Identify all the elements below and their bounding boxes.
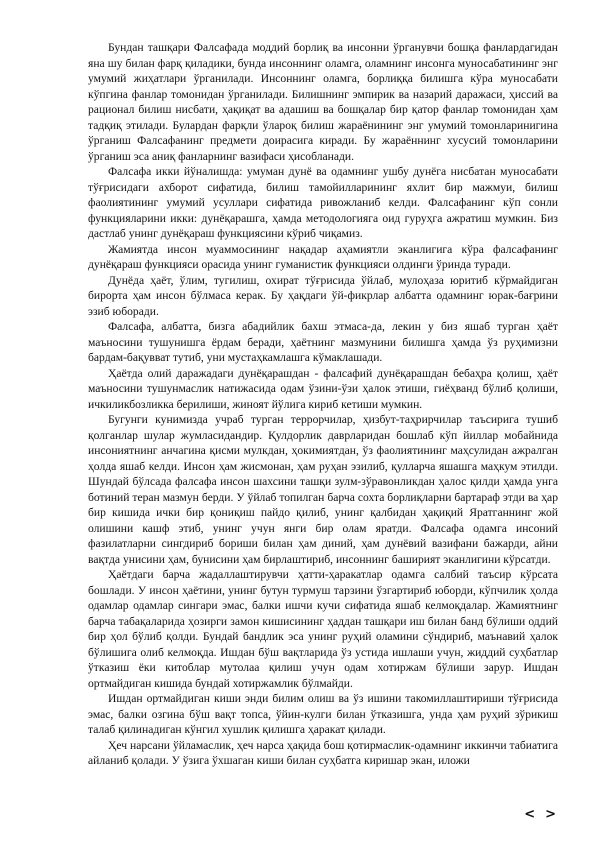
paragraph: Ҳеч нарсани ўйламаслик, ҳеч нарса ҳақида бош қотирмаслик-одамнинг иккинчи табиатига айланиб қолади. У ўзига ўхшаган киши билан суҳбатга киришар экан, иложи <box>88 738 558 767</box>
document-body <box>88 40 558 769</box>
paragraph: Ҳаётдаги барча жадаллаштирувчи ҳатти-ҳаракатлар одамга салбий таъсир кўрсата бошлади. У инсон ҳаётини, унинг бутун турмуш тарзини ўзгартириб юборди, кўпчилик ҳолда одамлар одамлар сингари эмас, балки ишчи кучи сифатида яшаб келмоқдалар. Жамиятнинг барча табақаларида ҳозирги замон кишисининг ҳаддан ташқари иш билан банд бўлиши оддий бир ҳол бўлиб қолди. Бундай бандлик эса унинг руҳий оламини сўндириб, маънавий ҳалок бўлишига олиб келмоқда. Ишдан бўш вақтларида ўз устида ишлаши учун, жиддий суҳбатлар ўтказиш ёки китоблар мутолаа қилиш учун одам хотиржам бўлиши зарур. Ишдан ортмайдиган кишида бундай хотиржамлик бўлмайди. <box>88 568 558 690</box>
previous-page-button[interactable]: < <box>524 807 536 822</box>
paragraph: Ҳаётда олий даражадаги дунёқарашдан - фалсафий дунёқарашдан бебаҳра қолиш, ҳаёт маъносини тушунмаслик натижасида одам ўзини-ўзи ҳалок этиши, гиёҳванд бўлиб қолиши, ичкиликбозликка берилиши, жиноят йўлига кириб кетиши мумкин. <box>88 366 558 411</box>
paragraph: Фалсафа икки йўналишда: умуман дунё ва одамнинг ушбу дунёга нисбатан муносабати тўғрисидаги ахборот сифатида, билиш тамойилларининг яхлит бир мажмуи, билиш фаолиятининг умумий усуллари сифатида ривожланиб келди. Фалсафанинг кўп сонли функцияларини икки: дунёқарашга, ҳамда методологияга оид гуруҳга ажратиш мумкин. Биз дастлаб унинг дунёқараш функциясини кўриб чиқамиз. <box>88 165 558 240</box>
paragraph: Ишдан ортмайдиган киши энди билим олиш ва ўз ишини такомиллаштириши тўғрисида эмас, балки озгина бўш вақт топса, ўйин-кулги билан ўтказишга, унда ҳам руҳий зўрикиш талаб қилинадиган кўнгил хушлик қилишга ҳаракат қилади. <box>88 692 558 736</box>
paragraph: Фалсафа, албатта, бизга абадийлик бахш этмаса-да, лекин у биз яшаб турган ҳаёт маъносини тушунишга ёрдам беради, ҳаётнинг мазмунини билишга ҳамда ўз руҳимизни бардам-бақувват тутиб, уни мустаҳкамлашга кўмаклашади. <box>88 320 558 364</box>
paragraph: Жамиятда инсон муаммосининг нақадар аҳамиятли эканлигига кўра фалсафанинг дунёқараш функцияси орасида унинг гуманистик функцияси олдинги ўринда туради. <box>88 242 558 271</box>
paragraph: Дунёда ҳаёт, ўлим, тугилиш, охират тўғрисида ўйлаб, мулоҳаза юритиб кўрмайдиган бирорта ҳам инсон бўлмаса керак. Бу ҳақдаги ўй-фикрлар албатта одамнинг юрак-бағрини эзиб юборади. <box>88 273 558 318</box>
next-page-button[interactable]: > <box>545 807 556 822</box>
paragraph: Бундан ташқари Фалсафада моддий борлиқ ва инсонни ўрганувчи бошқа фанлардагидан яна шу билан фарқ қиладики, бунда инсоннинг оламга, оламнинг инсонга муносабатининг энг умумий жиҳатлари ўрганилади. Инсоннинг оламга, борлиққа билишга кўра муносабати кўпгина фанлар томонидан ўрганилади. Билишнинг эмпирик ва назарий даражаси, ҳиссий ва рационал билиш нисбати, ҳақиқат ва адашиш ва бошқалар бир қатор фанлар томонидан ҳам тадқиқ этилади. Булардан фарқли ўлароқ билиш жараёнининг энг умумий томонларинигина ўрганиш Фалсафанинг предмети доирасига киради. Бу жараённинг хусусий томонларини ўрганиш эса аниқ фанларнинг вазифаси ҳисобланади. <box>88 41 558 163</box>
paragraph: Бугунги кунимизда учраб турган террорчилар, ҳизбут-таҳрирчилар таъсирига тушиб қолганлар шулар жумласидандир. Қулдорлик даврларидан бошлаб кўп йиллар мобайнида инсониятнинг анчагина қисми мулкдан, ҳокимиятдан, ўз фаолиятининг маҳсулидан ажралган ҳолда яшаб келди. Инсон ҳам жисмонан, ҳам руҳан эзилиб, қулларча яшашга маҳкум этилди. Шундай бўлсада фалсафа инсон шахсини ташқи зулм-зўравонликдан ҳалос қилди ҳамда унга ботиний теран мазмун берди. У ўйлаб топилган барча сохта борлиқларни бартараф этди ва ҳар бир кишида ички бир қониқиш пайдо қилиб, унинг қалбидан ҳақиқий Яратганнинг жой олишини кашф этиб, унинг учун янги бир олам яратди. Фалсафа одамга инсоний фазилатларни сингдириб бориши билан ҳам диний, ҳам дунёвий вазифани бажарди, айни вақтда унисини ҳам, бунисини ҳам бирлаштириб, инсоннинг баширият эканлигини кўрсатди. <box>88 413 558 566</box>
page-navigation <box>524 807 556 822</box>
